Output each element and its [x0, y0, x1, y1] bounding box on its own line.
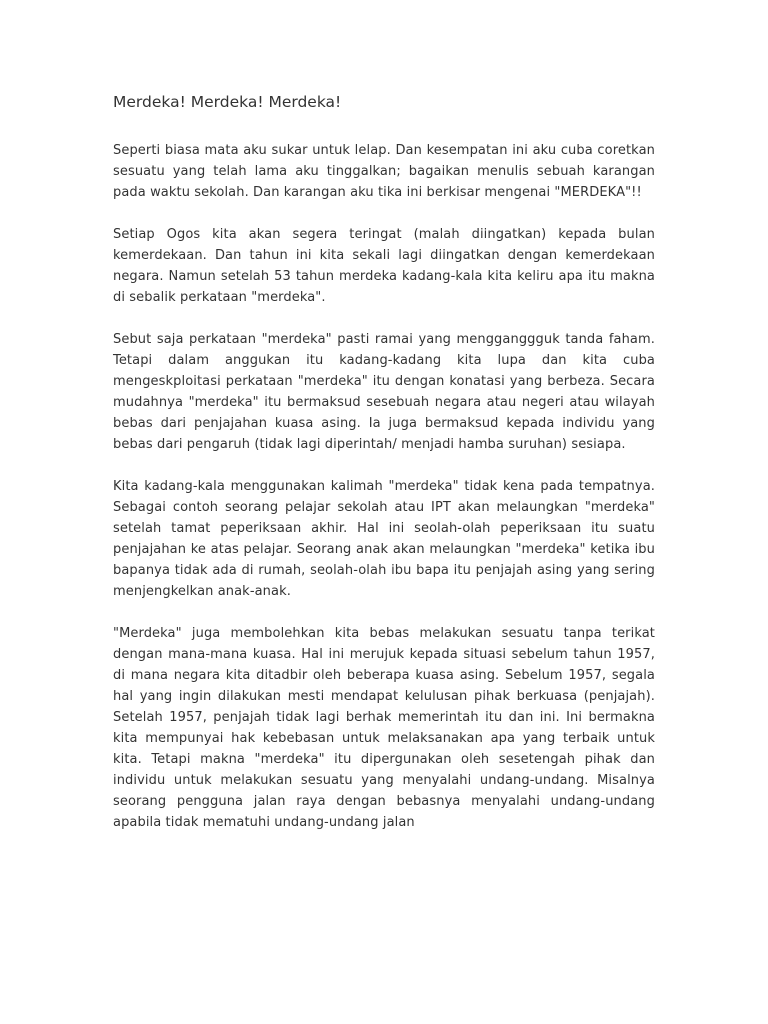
paragraph-2: Setiap Ogos kita akan segera teringat (malah diingatkan) kepada bulan kemerdekaan. Dan tahun ini kita sekali lagi diingatkan dengan kemerdekaan negara. Namun setelah 53 tahun merdeka kadang-kala kita keliru apa itu makna di sebalik perkataan "merdeka".: [113, 227, 655, 305]
document-title: Merdeka! Merdeka! Merdeka!: [113, 93, 342, 111]
paragraph-5: "Merdeka" juga membolehkan kita bebas melakukan sesuatu tanpa terikat dengan mana-mana kuasa. Hal ini merujuk kepada situasi sebelum tahun 1957, di mana negara kita ditadbir oleh beberapa kuasa asing. Sebelum 1957, segala hal yang ingin dilakukan mesti mendapat kelulusan pihak berkuasa (penjajah). Setelah 1957, penjajah tidak lagi berhak memerintah itu dan ini. Ini bermakna kita mempunyai hak kebebasan untuk melaksanakan apa yang terbaik untuk kita. Tetapi makna "merdeka" itu dipergunakan oleh sesetengah pihak dan individu untuk melakukan sesuatu yang menyalahi undang-undang. Misalnya seorang pengguna jalan raya dengan bebasnya menyalahi undang-undang apabila tidak mematuhi undang-undang jalan: [113, 626, 655, 830]
paragraph-1: Seperti biasa mata aku sukar untuk lelap. Dan kesempatan ini aku cuba coretkan sesuatu yang telah lama aku tinggalkan; bagaikan menulis sebuah karangan pada waktu sekolah. Dan karangan aku tika ini berkisar mengenai "MERDEKA"!!: [113, 143, 655, 200]
paragraph-3: Sebut saja perkataan "merdeka" pasti ramai yang mengganggguk tanda faham. Tetapi dalam anggukan itu kadang-kadang kita lupa dan kita cuba mengeskploitasi perkataan "merdeka" itu dengan konatasi yang berbeza. Secara mudahnya "merdeka" itu bermaksud sesebuah negara atau negeri atau wilayah bebas dari penjajahan kuasa asing. Ia juga bermaksud kepada individu yang bebas dari pengaruh (tidak lagi diperintah/ menjadi hamba suruhan) sesiapa.: [113, 332, 655, 452]
document-body: [113, 88, 655, 854]
paragraph-4: Kita kadang-kala menggunakan kalimah "merdeka" tidak kena pada tempatnya. Sebagai contoh seorang pelajar sekolah atau IPT akan melaungkan "merdeka" setelah tamat peperiksaan akhir. Hal ini seolah-olah peperiksaan itu suatu penjajahan ke atas pelajar. Seorang anak akan melaungkan "merdeka" ketika ibu bapanya tidak ada di rumah, seolah-olah ibu bapa itu penjajah asing yang sering menjengkelkan anak-anak.: [113, 479, 655, 599]
